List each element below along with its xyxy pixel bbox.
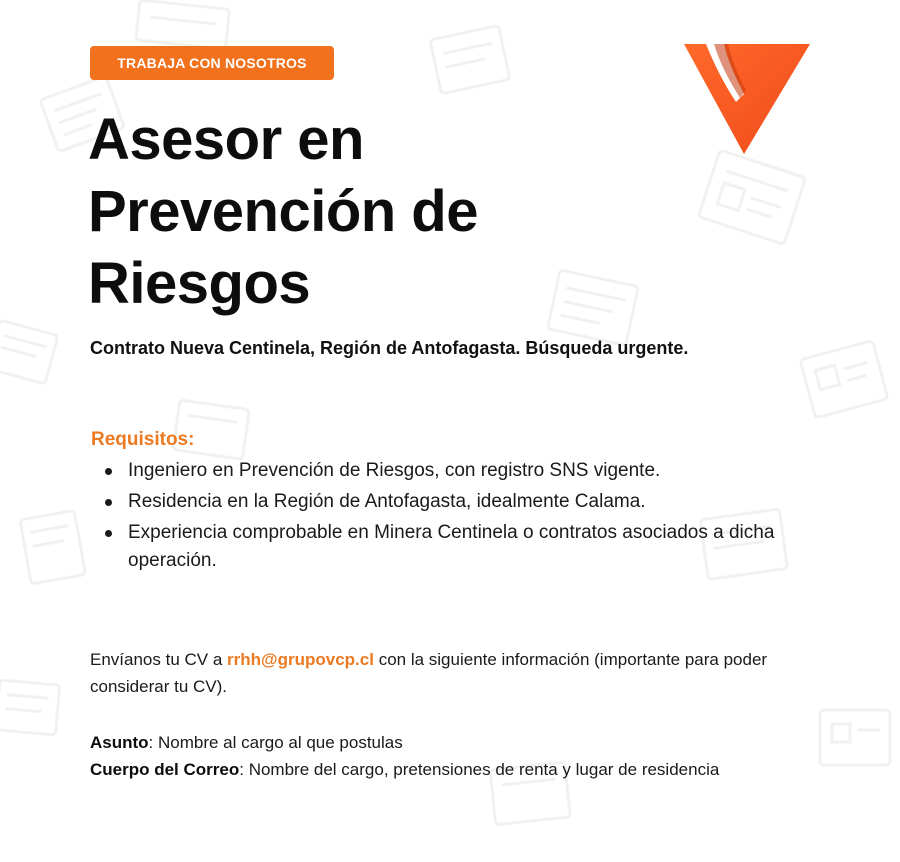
body-line bbox=[90, 756, 820, 783]
subject-line bbox=[90, 729, 820, 756]
subject-label: Asunto bbox=[90, 733, 149, 752]
job-title-line: Riesgos bbox=[88, 251, 311, 316]
subject-text: : Nombre al cargo al que postulas bbox=[148, 733, 403, 752]
requirement-item: Ingeniero en Prevención de Riesgos, con registro SNS vigente. bbox=[92, 457, 812, 485]
orange-v-logo-icon bbox=[684, 44, 812, 156]
requirements-list bbox=[92, 457, 812, 578]
email-format-details bbox=[90, 729, 820, 783]
requirements-heading: Requisitos: bbox=[91, 429, 195, 450]
job-title-line: Asesor en bbox=[88, 107, 364, 172]
job-title-line: Prevención de bbox=[88, 179, 478, 244]
body-label: Cuerpo del Correo bbox=[90, 760, 240, 779]
application-instructions bbox=[90, 646, 820, 700]
job-title bbox=[88, 104, 608, 320]
body-text: : Nombre del cargo, pretensiones de renta y lugar de residencia bbox=[239, 760, 720, 779]
job-category-tag: TRABAJA CON NOSOTROS bbox=[90, 46, 334, 80]
requirement-item: Experiencia comprobable en Minera Centinela o contratos asociados a dicha operación. bbox=[92, 519, 812, 575]
application-suffix: con la siguiente información (importante para poder considerar tu CV). bbox=[90, 650, 768, 696]
email-link[interactable]: rrhh@grupovcp.cl bbox=[227, 650, 374, 669]
application-prefix: Envíanos tu CV a bbox=[90, 650, 228, 669]
contract-subtitle: Contrato Nueva Centinela, Región de Antofagasta. Búsqueda urgente. bbox=[90, 338, 689, 358]
requirement-item: Residencia en la Región de Antofagasta, idealmente Calama. bbox=[92, 488, 812, 516]
